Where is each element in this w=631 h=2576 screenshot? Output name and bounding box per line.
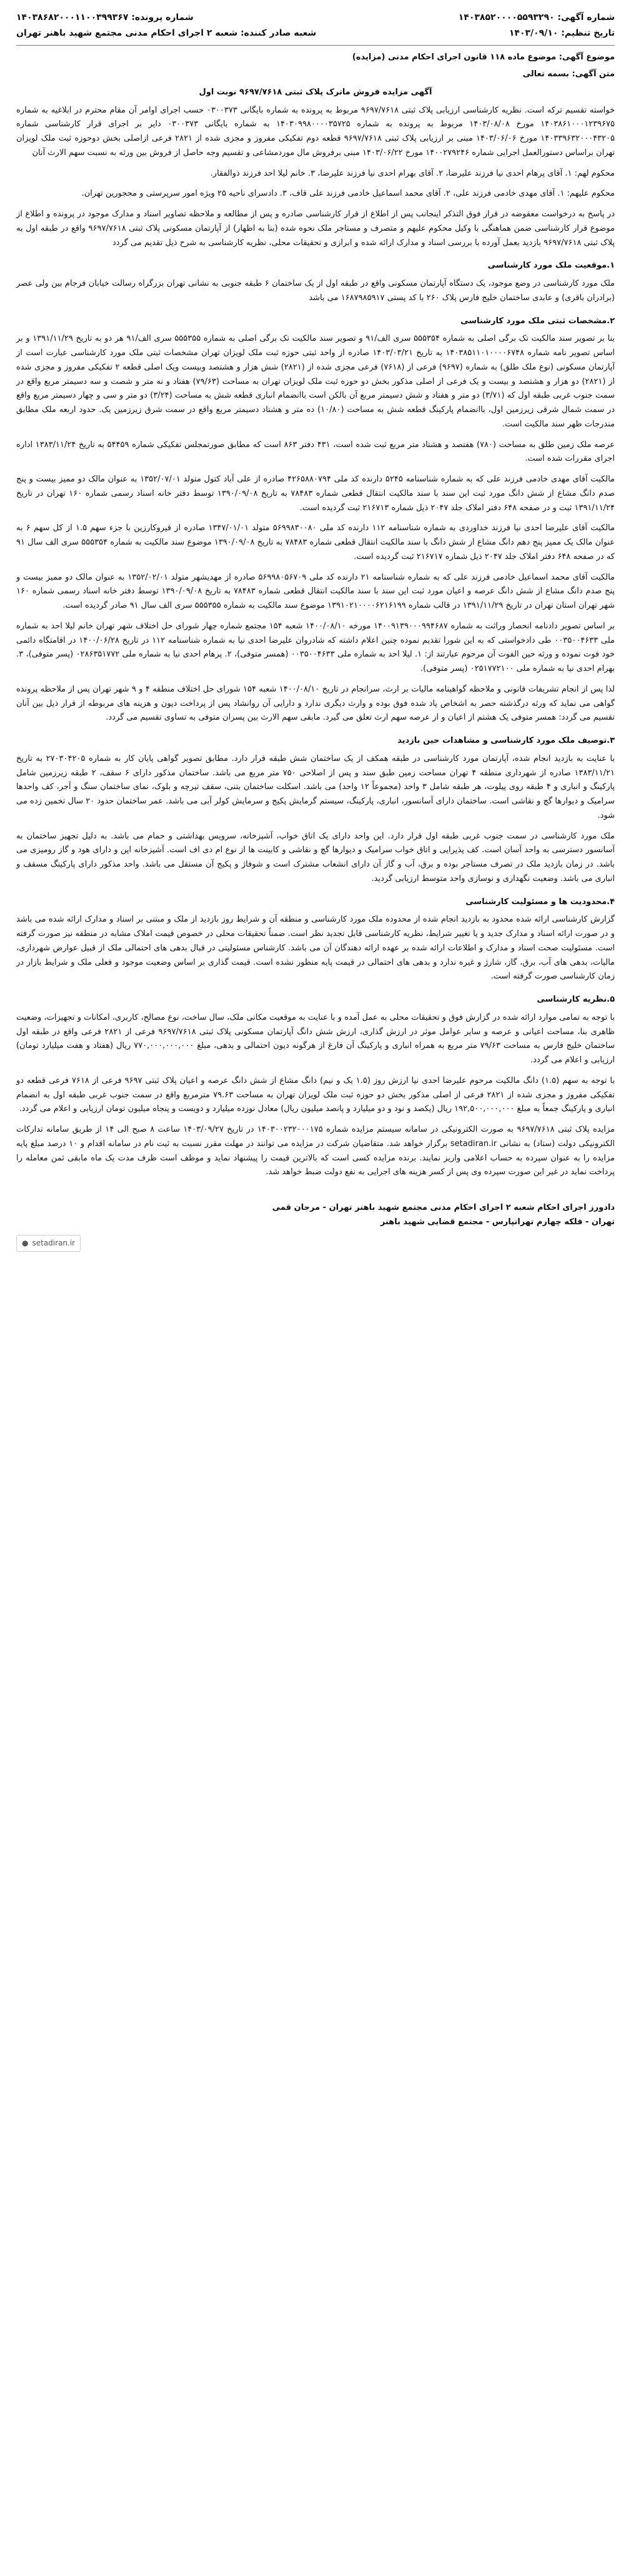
watermark-text: setadiran.ir (32, 1238, 76, 1247)
header-divider (16, 45, 615, 46)
text-label: متن آگهی: بسمه تعالی (522, 69, 615, 79)
paragraph-share-valuation: با توجه به سهم (۱.۵) دانگ مالکیت مرحوم علیرضا احدی نیا ارزش روز (۱.۵ یک و نیم) دانگ مشاع از شش دانگ عرصه و اعیان پلاک ثبتی ۹۶۹۷ فرعی از ۷۶۱۸ فرعی قطعه دو تفکیکی مفروز و مجزی شده از ۲۸۲۱ فرعی از اصلی مذکور بخش دو حوزه ثبت ملک لویزان تهران به مساحت ۷۹.۶۳ مترمربع واقع در سمت جنوب غربی طبقه اول به انضمام انباری و پارکینگ جمعاً به مبلغ ۱۹۲,۵۰۰,۰۰۰,۰۰۰ ریال (یکصد و نود و دو میلیارد و پانصد میلیون ریال) معادل نوزده میلیارد و دویست و پنجاه میلیون تومان ارزیابی و اعلام می گردد. (16, 1075, 615, 1114)
section-title-description: ۳.توصیف ملک مورد کارشناسی و مشاهدات حین بازدید (397, 736, 615, 746)
paragraph-owner-2: مالکیت آقای علیرضا احدی نیا فرزند خداوردی به شماره شناسنامه ۱۱۲ دارنده کد ملی ۵۶۹۹۸۳۰۰۸۰ متولد ۱۳۴۷/۰۱/۰۱ صادره از قیروکارزین با جزء سهم ۱.۵ از کل سهم ۶ به عنوان مالک یک ممیز پنج دهم دانگ مشاع از شش دانگ با سند مالکیت انتقال قطعی شماره ۷۸۴۸۳ به تاریخ ۱۳۹۰/۰۹/۰۸ موضوع سند مالکیت به شماره ۵۵۵۳۵۴ سری الف سال ۹۱ که در صفحه ۶۴۸ دفتر املاک جلد ۲۰۴۷ ذیل شماره ۲۱۶۷۱۷ ثبت گردیده است. (16, 523, 615, 561)
subject: موضوع آگهی: موضوع ماده ۱۱۸ قانون اجرای احکام مدنی (مزایده) (352, 53, 615, 63)
watermark (16, 1235, 615, 1252)
paragraph-unit: ملک مورد کارشناسی در سمت جنوب غربی طبقه اول قرار دارد. این واحد دارای یک اتاق خواب، آشپزخانه، سرویس بهداشتی و حمام می باشد. به دلیل تجهیز ساختمان به آسانسور دسترسی به واحد آسان است. کف پذیرایی و اتاق خواب سرامیک و دیوارها گچ و نقاشی و کابینت ها از نوع ام دی اف است. آشپزخانه اپن و دارای هود و گاز رومیزی می باشد. در زمان بازدید ملک در تصرف مستاجر بوده و برق، آب و گاز آن دارای انشعاب مشترک است و شوفاژ و پکیج آن مستقل می باشد. واحد مذکور دارای پارکینگ مسقف و انباری می باشد. وضعیت نگهداری و نوسازی واحد متوسط ارزیابی گردید. (16, 831, 615, 883)
issuing-branch: شعبه صادر کننده: شعبه ۲ اجرای احکام مدنی مجتمع شهید باهنر تهران (16, 28, 317, 39)
globe-icon: ● (22, 1238, 29, 1247)
paragraph-auction: مزایده پلاک ثبتی ۹۶۹۷/۷۶۱۸ به صورت الکترونیکی در سامانه سیستم مزایده شماره ۱۴۰۳۰۰۲۳۲۰۰۰۱۷۵ در تاریخ ۱۴۰۳/۰۹/۲۷ ساعت ۸ صبح الی ۱۴ از طریق سامانه تدارکات الکترونیکی دولت (ستاد) به نشانی setadiran.ir برگزار خواهد شد. متقاضیان شرکت در مزایده می توانند در مهلت مقرر نسبت به ثبت نام در سامانه اقدام و ۱۰ درصد مبلغ پایه مزایده را به عنوان سپرده به حساب اعلامی واریز نمایند. برنده مزایده کسی است که بالاترین قیمت را پیشنهاد نماید و موظف است ظرف مدت یک ماه مابقی ثمن معامله را پرداخت نماید در غیر این صورت سپرده وی پس از کسر هزینه های اجرایی به نفع دولت ضبط خواهد شد. (16, 1125, 615, 1177)
paragraph-response: در پاسخ به درخواست معقوضه در قرار فوق التذکر اینجانب پس از اطلاع از قرار کارشناسی صادره و پس از مطالعه و ملاحظه تصاویر اسناد و مدارک موجود در پرونده و اطلاع از موضوع قرار کارشناسی ضمن هماهنگی با وکیل محکوم علیهم و متصرف و مستاجر ملک نحوه شده (بنا به اظهار) از آپارتمان مسکونی پلاک ثبتی ۹۶۹۷/۷۶۱۸ واقع در طبقه اول به پلاک ثبتی ۹۶۹۷/۷۶۱۸ بازدید بعمل آورده با بررسی اسناد و مدارک ارائه شده و ابرازی و تحقیقات محلی، نظریه کارشناسی به شرح ذیل تقدیم می گردد (16, 209, 615, 248)
paragraph-location: ملک مورد کارشناسی در وضع موجود، یک دستگاه آپارتمان مسکونی واقع در طبقه اول از یک ساختمان ۶ طبقه جنوبی به نشانی تهران بزرگراه رسالت خیابان فرجام بین ولی عصر (برادران باقری) و عابدی ساختمان خلیج فارس پلاک ۲۶۰ با کد پستی ۱۶۸۷۹۸۵۹۱۷ می باشد (16, 279, 615, 303)
paragraph-beneficiaries: محکوم لهم: ۱. آقای پرهام احدی نیا فرزند علیرضا، ۲. آقای بهرام احدی نیا فرزند علیرضا، ۳. خانم لیلا احد فرزند ذوالفقار. (210, 168, 615, 178)
document-header (16, 10, 615, 41)
section-title-location: ۱.موقعیت ملک مورد کارشناسی (487, 261, 615, 271)
header-right (459, 10, 615, 41)
header-left (16, 10, 316, 41)
document-title: آگهی مزایده فروش ماترک پلاک ثبتی ۹۶۹۷/۷۶۱۸ نوبت اول (199, 87, 432, 97)
paragraph-owner-3: مالکیت آقای محمد اسماعیل خادمی فرزند علی که به شماره شناسنامه ۲۱ دارنده کد ملی ۵۶۹۹۸۰۵۶۷۰۹ صادره از مهدیشهر متولد ۱۳۵۲/۰۲/۰۱ به عنوان مالک دو ممیز بیست و پنج صدم دانگ مشاع از شش دانگ عرصه و اعیان مورد ثبت این سند با سند مالکیت انتقال قطعی شماره ۷۸۴۸۳ به تاریخ ۱۳۹۰/۰۹/۰۸ توسط دفتر خانه اسناد رسمی شماره ۱۶۰ شهر تهران استان تهران در تاریخ ۱۳۹۱/۱۱/۲۹ در قالب شماره ۱۳۹۱۰۲۱۰۰۰۰۶۲۱۶۱۹۹ موضوع سند مالکیت به شماره ۵۵۵۳۵۵ سری الف سال ۹۱ صادر گردیده است. (16, 572, 615, 611)
ad-number: شماره آگهی: ۱۴۰۳۸۵۲۰۰۰۰۵۵۹۳۲۹۰ (458, 13, 615, 23)
paragraph-intro: خواسته تقسیم ترکه است. نظریه کارشناسی ارزیابی پلاک ثبتی ۹۶۹۷/۷۶۱۸ مربوط به پرونده به شماره بایگانی ۰۳۰۰۳۷۳ حسب اجرای اوامر آن مقام محترم در ابلاغیه به شماره ۱۴۰۳۸۶۱۰۰۰۱۲۳۹۶۷۵ مورخ ۱۴۰۳/۰۸/۰۸ مربوط به پرونده به شماره ۱۴۰۳۰۹۹۸۰۰۰۰۳۵۷۲۵ به شماره بایگانی ۰۳۰۰۳۷۳ دایر بر اجرای قرار کارشناسی شماره ۱۴۰۳۳۹۶۳۲۰۰۰۴۳۲۰۵ مورخ ۱۴۰۳/۰۶/۰۶ مبنی بر ارزیابی پلاک ثبتی ۹۶۹۷/۷۶۱۸ قطعه دوم تفکیکی مفروز و مجزی شده از ۲۸۲۱ فرعی ازاصلی بخش دوحوزه ثبت ملک لویزان تهران براساس دستورالعمل اجرایی شماره ۱۴۰۰۲۷۹۲۴۶ مورخ ۱۴۰۳/۰۶/۲۲ مبنی برفروش مال موردمشاعی و تقسیم وجه حاصل از فروش بین ورثه به نسبت سهم الارث آنان (16, 105, 615, 158)
signature-block (16, 1201, 615, 1230)
watermark-box (16, 1235, 81, 1252)
section-title-opinion: ۵.نظریه کارشناسی (537, 995, 615, 1005)
section-title-registration: ۲.مشخصات ثبتی ملک مورد کارشناسی (460, 316, 615, 326)
file-number: شماره پرونده: ۱۴۰۳۸۶۸۲۰۰۰۱۱۰۰۳۹۹۳۶۷ (16, 13, 194, 23)
paragraph-registration: بنا بر تصویر سند مالکیت تک برگی اصلی به شماره ۵۵۵۳۵۴ سری الف/۹۱ و تصویر سند مالکیت تک برگی اصلی به شماره ۵۵۵۳۵۵ سری الف/۹۱ هر دو به تاریخ ۱۳۹۱/۱۱/۲۹ و بر اساس تصویر نامه شماره ۱۴۰۳۸۵۱۱۰۱۰۰۰۰۶۷۴۸ به تاریخ ۱۴۰۳/۰۳/۲۱ صادره از واحد ثبتی حوزه ثبت ملک لویزان تهران مشخصات ثبتی ملک مورد کارشناسی عبارت است از آپارتمان مسکونی (نوع ملک طلق) به شماره (۹۶۹۷) فرعی از (۷۶۱۸) فرعی مجزی شده از (۲۸۲۱) شش هزار و هشتصد وبیست ویک اصلی قطعه ۲ تفکیکی مفروز و مجزی شده از (۲۸۲۱) دو هزار و هشتصد و بیست و یک فرعی از اصلی مذکور بخش دو حوزه ثبت ملک لویزان تهران به مساحت (۷۹/۶۳) هفتاد و نه متر و شصت و سه دسیمتر مربع واقع در سمت جنوب غربی طبقه اول که (۳/۷۱) دو متر و هفتاد و شش دسیمتر مربع آن بالکن است باانضمام انباری قطعه شش به مساحت (۳/۲۴) دو متر و سی و چهار دسیمتر مربع واقع در سمت شمال شرقی زیرزمین اول، باانضمام پارکینگ قطعه شش به مساحت (۱۰/۸۰) ده متر و هشتاد دسیمتر مربع واقع در سمت شرق زیرزمین یک. حدود اربعه ملک مطابق مندرجات ظهر سند مالکیت است. (16, 334, 615, 429)
paragraph-debtors: محکوم علیهم: ۱. آقای مهدی خادمی فرزند علی، ۲. آقای محمد اسماعیل خادمی فرزند علی قاف، ۳. دادسرای ناحیه ۲۵ ویژه امور سرپرستی و محجورین تهران. (81, 189, 615, 199)
paragraph-inheritance-division: لذا پس از انجام تشریفات قانونی و ملاحظه گواهینامه مالیات بر ارث، سرانجام در تاریخ ۱۴۰۰/۰۸/۱۰ شعبه ۱۵۴ شورای حل اختلاف منطقه ۴ و ۹ شهر تهران پس از ملاحظه پرونده گواهی می نماید که ورثه درگذشته حصر به اشخاص یاد شده فوق بوده و وارث دیگری ندارد و دارایی آن روانشاد پس از پرداخت دیون و هزینه های مربوطه از قرار ذیل بین آنان تقسیم می گردد: همسر متوفی یک هشتم از اعیان و از عرصه سهم ارث تعلق می گیرد. مابقی سهم الارث بین پسران متوفی به تساوی تقسیم می گردد. (16, 684, 615, 723)
paragraph-land: عرصه ملک زمین طلق به مساحت (۷۸۰) هفتصد و هشتاد متر مربع ثبت شده است، ۴۳۱ دفتر ۸۶۳ است که مطابق صورتمجلس تفکیکی شماره ۵۴۴۵۹ به تاریخ ۱۳۸۳/۱۱/۲۴ اداره اجرای مقررات شده است. (16, 440, 615, 464)
paragraph-valuation: با توجه به تمامی موارد ارائه شده در گزارش فوق و تحقیقات محلی به عمل آمده و با عنایت به موقعیت مکانی ملک، سال ساخت، نوع مصالح، کاربری، امکانات و تجهیزات، وضعیت ظاهری بنا، مساحت اعیانی و عرصه و سایر عوامل موثر در ارزش گذاری، ارزش شش دانگ آپارتمان مسکونی پلاک ثبتی ۹۶۹۷/۷۶۱۸ فرعی از ۲۸۲۱ فرعی واقع در طبقه اول ساختمان خلیج فارس به مساحت ۷۹/۶۳ متر مربع به همراه انباری و پارکینگ آن فارغ از هرگونه دیون احتمالی و بدهی، مبلغ ۷۷۰,۰۰۰,۰۰۰,۰۰۰ ریال (هفتاد و هفت میلیارد تومان) ارزیابی و اعلام می گردد. (16, 1012, 615, 1065)
paragraph-building: با عنایت به بازدید انجام شده، آپارتمان مورد کارشناسی در طبقه همکف از یک ساختمان شش طبقه قرار دارد. مطابق تصویر گواهی پایان کار به شماره ۲۷۰۳۰۴۲۰۵ به تاریخ ۱۳۸۳/۱۱/۲۱ صادره از شهرداری منطقه ۴ تهران مساحت زمین طبق سند و پس از اصلاحی ۷۵۰ متر مربع می باشد. ساختمان مذکور دارای ۶ سقف، ۲ طبقه زیرزمین شامل پارکینگ و انباری و ۴ طبقه روی پیلوت، هر طبقه شامل ۳ واحد (مجموعاً ۱۲ واحد) می باشد. اسکلت ساختمان بتنی، سقف تیرچه و بلوک، نمای ساختمان سنگ و آجر، کف واحدها سرامیک و دیوارها گچ و نقاشی است. ساختمان دارای آسانسور، انباری، پارکینگ، سیستم گرمایش پکیج و سرمایش کولر آبی می باشد. عمر ساختمان حدود ۲۰ سال تخمین زده می شود. (16, 753, 615, 820)
paragraph-owner-1: مالکیت آقای مهدی خادمی فرزند علی که به شماره شناسنامه ۵۲۴۵ دارنده کد ملی ۴۲۶۵۸۸۰۷۹۴ صادره از علی آباد کتول متولد ۱۳۵۲/۰۷/۰۱ به عنوان مالک دو ممیز بیست و پنج صدم دانگ مشاع از شش دانگ مورد ثبت این سند با سند مالکیت انتقال قطعی شماره ۷۸۴۸۳ به تاریخ ۱۳۹۰/۰۹/۰۸ توسط دفتر خانه اسناد رسمی شماره ۱۶۰ تهران در تاریخ ۱۳۹۱/۱۱/۲۴ ثبت و در صفحه ۶۴۸ دفتر املاک جلد ۲۰۴۷ ذیل شماره ۲۱۶۷۱۳ ثبت گردیده است. (16, 475, 615, 513)
date: تاریخ تنظیم: ۱۴۰۳/۰۹/۱۰ (509, 28, 615, 39)
signature-address: تهران - فلکه چهارم تهرانپارس - مجتمع قضایی شهید باهنر (380, 1217, 615, 1227)
paragraph-limitations: گزارش کارشناسی ارائه شده محدود به بازدید انجام شده از محدوده ملک مورد کارشناسی و منطقه آن و شرایط روز بازدید از ملک و مبتنی بر اسناد و مدارک ارائه شده می باشد و در صورت ارائه اسناد و مدارک جدید و یا تغییر شرایط، نظریه کارشناسی قابل تجدید نظر است. ضمناً تحقیقات محلی در خصوص قیمت املاک مشابه در منطقه نیز صورت گرفته است. مسئولیت صحت اسناد و مدارک و اطلاعات ارائه شده بر عهده ارائه دهندگان آن می باشد. کارشناس مسئولیتی در قبال بدهی های احتمالی ملک از قبیل عوارض شهرداری، مالیات، بدهی های آب، برق، گاز، شارژ و غیره ندارد و بدهی های احتمالی در قیمت پایه منظور نشده است. قیمت گذاری بر اساس وضعیت موجود و فعلی ملک و شرایط بازار در زمان کارشناسی صورت گرفته است. (16, 915, 615, 982)
signature-line: دادورز اجرای احکام شعبه ۲ اجرای احکام مدنی مجتمع شهید باهنر تهران - مرجان قمی (272, 1203, 615, 1213)
paragraph-inheritance: بر اساس تصویر دادنامه انحصار وراثت به شماره ۱۴۰۰۹۱۳۹۰۰۰۹۹۴۶۸۷ مورخه ۱۴۰۰/۰۸/۱۰ شعبه ۱۵۴ مجتمع شماره چهار شورای حل اختلاف شهر تهران خانم لیلا احد به شماره ملی ۰۰۳۵۰۰۴۶۳۳ طی دادخواستی که به این شورا تقدیم نموده چنین اعلام داشته که شادروان علیرضا احدی نیا به شماره شناسنامه ۱۱۲ در تاریخ ۱۴۰۰/۰۶/۲۸ در اقامتگاه دائمی خود فوت نموده و ورثه حین الفوت آن مرحوم عبارتند از: ۱. لیلا احد به شماره ملی ۰۰۳۵۰۰۴۶۳۳ (همسر متوفی)، ۲. پرهام احدی نیا به شماره ملی ۰۲۸۶۳۵۱۷۷۲ (پسر متوفی)، ۳. بهرام احدی نیا به شماره ملی ۰۲۵۱۷۷۲۱۰۰ (پسر متوفی). (16, 621, 615, 674)
section-title-limitations: ۴.محدودیت ها و مسئولیت کارشناسی (465, 897, 615, 907)
